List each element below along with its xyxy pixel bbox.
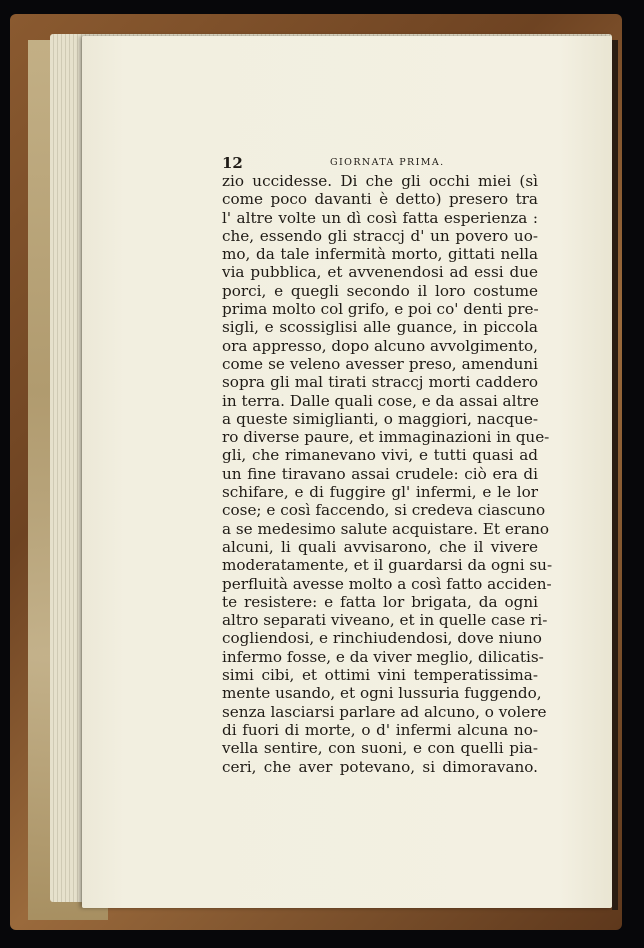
text-line: mente usando, et ogni lussuria fuggendo, — [222, 684, 542, 703]
text-line: sopra gli mal tirati straccj morti caddero — [222, 373, 538, 392]
text-line: via pubblica, et avvenendosi ad essi due — [222, 263, 538, 282]
running-head-title: GIORNATA PRIMA. — [330, 157, 445, 168]
text-line: cose; e così faccendo, si credeva ciascuno — [222, 501, 546, 520]
text-line: in terra. Dalle quali cose, e da assai altre — [222, 391, 539, 410]
text-line: vella sentire, con suoni, e con quelli pia- — [222, 739, 538, 758]
page-text-block — [222, 154, 553, 776]
text-line: a se medesimo salute acquistare. Et erano — [222, 519, 550, 538]
text-line: altro separati viveano, et in quelle case ri- — [222, 611, 548, 630]
gutter-edge — [612, 40, 618, 910]
text-line: perfluità avesse molto a così fatto acciden- — [222, 574, 552, 593]
text-line: infermo fosse, e da viver meglio, dilicatis- — [222, 647, 544, 666]
text-line: alcuni, li quali avvisarono, che il vivere — [222, 537, 538, 556]
text-line: porci, e quegli secondo il loro costume — [222, 281, 538, 300]
text-line: schifare, e di fuggire gl' infermi, e le lor — [222, 483, 538, 502]
text-line: cogliendosi, e rinchiudendosi, dove niuno — [222, 629, 542, 648]
text-line: sigli, e scossiglisi alle guance, in piccola — [222, 318, 538, 337]
text-line: zio uccidesse. Di che gli occhi miei (sì — [222, 172, 538, 190]
text-line: simi cibi, et ottimi vini temperatissima- — [222, 666, 538, 685]
text-line: ro diverse paure, et immaginazioni in que- — [222, 428, 550, 447]
text-line: gli, che rimanevano vivi, e tutti quasi ad — [222, 446, 538, 465]
text-line: l' altre volte un dì così fatta esperienza : — [222, 208, 538, 227]
text-line: te resistere: e fatta lor brigata, da ogni — [222, 592, 538, 611]
text-line: prima molto col grifo, e poi co' denti pre- — [222, 300, 539, 319]
body-text — [222, 172, 553, 776]
text-line: ceri, che aver potevano, si dimoravano. — [222, 757, 538, 776]
text-line: un fine tiravano assai crudele: ciò era di — [222, 464, 538, 483]
text-line: mo, da tale infermità morto, gittati nella — [222, 245, 538, 264]
text-line: ora appresso, dopo alcuno avvolgimento, — [222, 336, 538, 355]
text-line: moderatamente, et il guardarsi da ogni su- — [222, 556, 553, 575]
text-line: come poco davanti è detto) presero tra — [222, 190, 538, 209]
page-number: 12 — [222, 154, 243, 172]
text-line: senza lasciarsi parlare ad alcuno, o volere — [222, 702, 547, 721]
text-line: che, essendo gli straccj d' un povero uo- — [222, 226, 538, 245]
text-line: a queste simiglianti, o maggiori, nacque- — [222, 409, 538, 428]
text-line: come se veleno avesser preso, amenduni — [222, 354, 538, 373]
running-head — [222, 154, 538, 172]
text-line: di fuori di morte, o d' infermi alcuna no- — [222, 720, 538, 739]
